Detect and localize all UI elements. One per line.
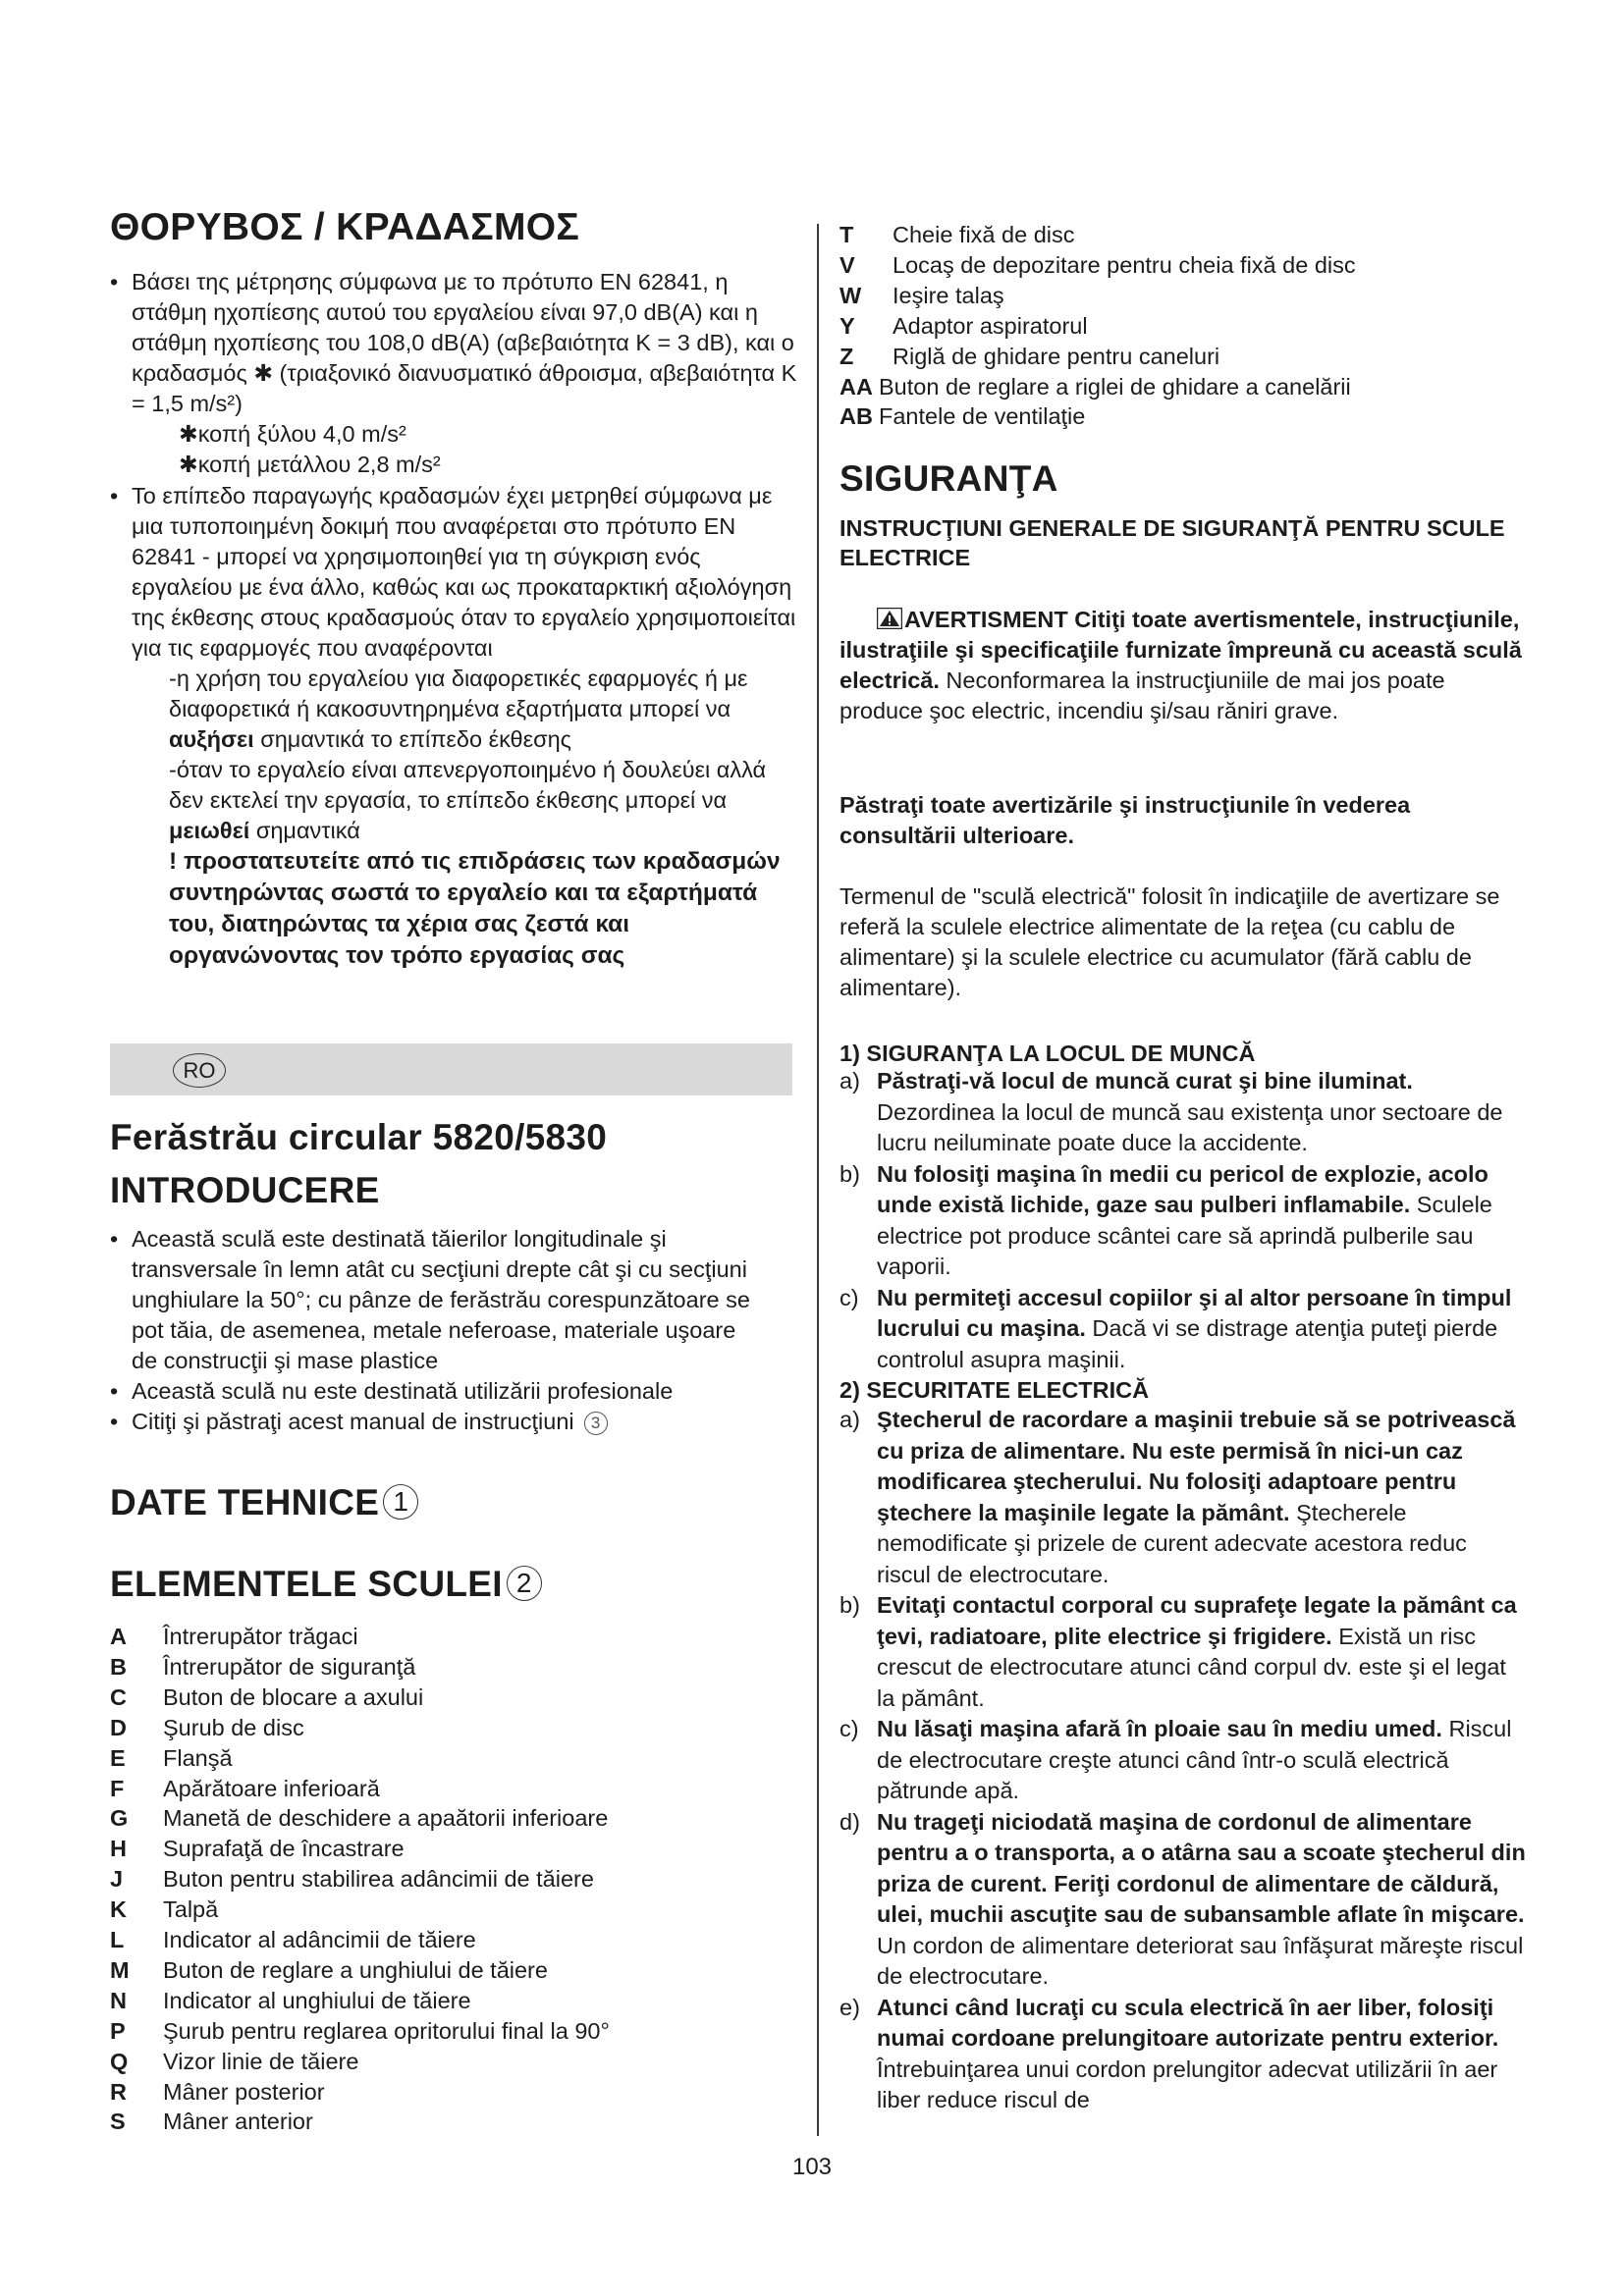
element-label: Locaş de depozitare pentru cheia fixă de disc <box>893 251 1356 278</box>
element-label: Manetă de deschidere a apaătorii inferioare <box>163 1805 609 1832</box>
element-item <box>110 1803 608 1834</box>
element-label: Flanşă <box>163 1744 233 1771</box>
element-key: E <box>110 1744 126 1771</box>
element-item <box>839 311 1088 342</box>
s2-item-a: a) Ştecherul de racordare a maşinii trebuie să se potrivească cu priza de alimentare. Nu este permisă în nici-un caz modificarea ştecherului. Nu folosiţi adaptoare pentru ştechere la maşinile legate la pământ. Ştecherele nemodificate şi prizele de curent adecvate acestora reduc riscul de electrocutare. <box>839 1407 1516 1587</box>
column-divider <box>817 224 819 2136</box>
vibration-wood: ✱κοπή ξύλου 4,0 m/s² <box>179 421 406 447</box>
element-key: A <box>110 1624 127 1649</box>
s1-item-c: c) Nu permiteţi accesul copiilor şi al altor persoane în timpul lucrului cu maşina. Dacă vi se distrage atenţia puteţi pierde controlul asupra maşinii. <box>839 1284 1512 1372</box>
element-key: S <box>110 2109 126 2135</box>
section-2-title: 2) SECURITATE ELECTRICĂ <box>839 1377 1150 1403</box>
page-number: 103 <box>791 2154 833 2180</box>
element-key: AA <box>839 373 873 400</box>
greek-dash-2: -όταν το εργαλείο είναι απενεργοποιημένο ή δουλεύει αλλά δεν εκτελεί την εργασία, το επίπεδο έκθεσης μπορεί να μειωθεί σημαντικά <box>169 757 767 843</box>
language-bar <box>110 1043 792 1095</box>
element-key: T <box>839 222 854 247</box>
greek-dash-1: -η χρήση του εργαλείου για διαφορετικές εφαρμογές ή με διαφορετικά ή κακοσυντηρημένα εξαρτήματα μπορεί να αυξήσει σημαντικά το επίπεδο έκθεσης <box>169 666 748 752</box>
element-label: Şurub de disc <box>163 1714 304 1740</box>
element-item <box>110 1986 471 2016</box>
element-label: Talpă <box>163 1896 219 1923</box>
element-item <box>110 1955 548 1986</box>
element-label: Suprafaţă de încastrare <box>163 1836 405 1862</box>
element-key: L <box>110 1927 125 1952</box>
element-key: C <box>110 1683 127 1710</box>
element-label: Adaptor aspiratorul <box>893 312 1088 339</box>
element-item <box>110 1925 476 1955</box>
element-key: G <box>110 1805 129 1832</box>
vibration-metal: ✱κοπή μετάλλου 2,8 m/s² <box>179 452 441 477</box>
element-item <box>839 401 1085 432</box>
element-label: Indicator al unghiului de tăiere <box>163 1987 471 2013</box>
element-key: N <box>110 1987 127 2013</box>
element-key: B <box>110 1653 127 1680</box>
section-1-title: 1) SIGURANŢA LA LOCUL DE MUNCĂ <box>839 1041 1256 1066</box>
figure-ref-3: 3 <box>584 1412 608 1435</box>
element-key: AB <box>839 403 873 430</box>
element-label: Mâner anterior <box>163 2109 313 2135</box>
element-item <box>110 1652 415 1682</box>
element-key: Y <box>839 312 855 339</box>
element-item <box>839 250 1356 281</box>
section-1-list <box>839 1066 1527 2116</box>
element-item <box>110 2077 325 2108</box>
element-key: M <box>110 1956 130 1983</box>
s2-item-d: d) Nu trageţi niciodată maşina de cordonul de alimentare pentru a o transporta, a o atârna sau a scoate ştecherul din priza de curent. Feriţi cordonul de alimentare de căldură, ulei, muchii ascuţite sau de subansamble aflate în mişcare. Un cordon de alimentare deteriorat sau înfăşurat măreşte riscul de electrocutare. <box>839 1808 1526 1989</box>
element-key: D <box>110 1714 127 1740</box>
element-item <box>110 1834 405 1864</box>
element-item <box>110 1713 304 1743</box>
power-tool-term: Termenul de "sculă electrică" folosit în indicaţiile de avertizare se referă la sculele electrice alimentate de la reţea (cu cablu de alimentare) şi la sculele electrice cu acumulator (fără cablu de alimentare). <box>839 883 1500 1000</box>
element-item <box>839 372 1351 402</box>
element-label: Buton pentru stabilirea adâncimii de tăiere <box>163 1866 594 1893</box>
warning-icon <box>877 608 902 629</box>
greek-bullet-2: • Το επίπεδο παραγωγής κραδασμών έχει μετρηθεί σύμφωνα με μια τυποποιημένη δοκιμή που αναφέρεται στο πρότυπο EN 62841 - μπορεί να χρησιμοποιηθεί για τη σύγκριση ενός εργαλείου με ένα άλλο, καθώς και ως προκαταρκτική αξιολόγηση της έκθεσης στους κραδασμούς όταν το εργαλείο χρησιμοποιείται για τις εφαρμογές που αναφέρονται -η χρήση του εργαλείου για διαφορετικές εφαρμογές ή με διαφορετικά ή κακοσυντηρημένα εξαρτήματα μπορεί να αυξήσει σημαντικά το επίπεδο έκθεσης -όταν το εργαλείο είναι απενεργοποιημένο ή δουλεύει αλλά δεν εκτελεί την εργασία, το επίπεδο έκθεσης μπορεί να μειωθεί σημαντικά ! προστατευτείτε από τις επιδράσεις των κραδασμών συντηρώντας σωστά το εργαλείο και τα εξαρτήματά του, διατηρώντας τα χέρια σας ζεστά και οργανώνοντας τον τρόπο εργασίας σας <box>110 481 797 972</box>
element-item <box>110 2016 610 2047</box>
intro-list <box>110 1224 797 1437</box>
element-item <box>110 1895 218 1925</box>
s2-item-b: b) Evitaţi contactul corporal cu suprafeţe legate la pământ ca ţevi, radiatoare, plite electrice şi frigidere. Există un risc crescut de electrocutare atunci când corpul dv. este şi el legat la pământ. <box>839 1592 1517 1711</box>
s1-item-b: b) Nu folosiţi maşina în medii cu pericol de explozie, acolo unde există lichide, gaze sau pulberi inflamabile. Sculele electrice pot produce scântei care să aprindă pulberile sau vaporii. <box>839 1160 1492 1279</box>
element-label: Buton de blocare a axului <box>163 1683 424 1710</box>
element-label: Şurub pentru reglarea opritorului final la 90° <box>163 2017 610 2044</box>
element-item <box>110 1622 358 1652</box>
element-label: Vizor linie de tăiere <box>163 2048 359 2074</box>
element-item <box>839 342 1219 372</box>
element-key: P <box>110 2017 126 2044</box>
element-item <box>839 281 1004 311</box>
tech-data-title: DATE TEHNICE 1 <box>110 1482 418 1523</box>
element-label: Întrerupător trăgaci <box>163 1624 358 1649</box>
element-key: Z <box>839 343 854 369</box>
intro-title: INTRODUCERE <box>110 1170 380 1210</box>
element-item <box>839 220 1075 250</box>
element-label: Întrerupător de siguranţă <box>163 1653 416 1680</box>
figure-ref-2: 2 <box>507 1566 542 1601</box>
element-key: F <box>110 1775 125 1801</box>
element-key: Q <box>110 2048 129 2074</box>
element-key: W <box>839 282 862 308</box>
element-label: Cheie fixă de disc <box>893 222 1075 247</box>
figure-ref-1: 1 <box>383 1484 418 1520</box>
element-label: Buton de reglare a unghiului de tăiere <box>163 1956 548 1983</box>
element-key: J <box>110 1866 124 1893</box>
safety-subtitle: INSTRUCŢIUNI GENERALE DE SIGURANŢĂ PENTRU SCULE ELECTRICE <box>839 515 1505 570</box>
product-title: Ferăstrău circular 5820/5830 <box>110 1117 608 1157</box>
greek-bullet-1: • Βάσει της μέτρησης σύμφωνα με το πρότυπο EN 62841, η στάθμη ηχοπίεσης αυτού του εργαλείου είναι 97,0 dB(A) και η στάθμη ηχοπίεσης του 108,0 dB(A) (αβεβαιότητα K = 3 dB), και ο κραδασμός ✱ (τριαξονικό διανυσματικό άθροισμα, αβεβαιότητα K = 1,5 m/s²) ✱κοπή ξύλου 4,0 m/s² ✱κοπή μετάλλου 2,8 m/s² <box>110 267 797 480</box>
language-badge: RO <box>173 1053 226 1088</box>
keep-instructions: Păstraţi toate avertizările şi instrucţiunile în vederea consultării ulterioare. <box>839 792 1411 848</box>
intro-bullet-1: • Această sculă este destinată tăierilor longitudinale şi transversale în lemn atât cu secţiuni drepte cât şi cu secţiuni unghiulare la 50°; cu pânze de ferăstrău corespunzătoare se pot tăia, de asemenea, metale neferoase, materiale uşoare de construcţii şi mase plastice <box>110 1226 750 1373</box>
element-label: Indicator al adâncimii de tăiere <box>163 1927 476 1952</box>
element-key: V <box>839 251 855 278</box>
safety-title: SIGURANŢA <box>839 458 1058 499</box>
element-label: Ieşire talaş <box>893 282 1004 308</box>
greek-warning: ! προστατευτείτε από τις επιδράσεις των κραδασμών συντηρώντας σωστά το εργαλείο και τα εξαρτήματά του, διατηρώντας τα χέρια σας ζεστά και οργανώνοντας τον τρόπο εργασίας σας <box>169 848 781 969</box>
greek-noise-title: ΘΟΡΥΒΟΣ / ΚΡΑΔΑΣΜΟΣ <box>110 206 580 248</box>
element-label: Riglă de ghidare pentru caneluri <box>893 343 1220 369</box>
elements-title: ELEMENTELE SCULEI 2 <box>110 1564 542 1605</box>
element-item <box>110 1743 233 1774</box>
element-label: Buton de reglare a riglei de ghidare a canelării <box>879 373 1351 400</box>
element-item <box>110 1864 594 1895</box>
element-label: Mâner posterior <box>163 2078 325 2105</box>
element-key: R <box>110 2078 127 2105</box>
element-label: Apărătoare inferioară <box>163 1775 380 1801</box>
intro-bullet-2: • Această sculă nu este destinată utilizării profesionale <box>110 1378 674 1404</box>
warning-paragraph: AVERTISMENT Citiţi toate avertismentele, instrucţiunile, ilustraţiile şi specificaţiile furnizate împreună cu această sculă electrică. Neconformarea la instrucţiuniile de mai jos poate produce şoc electric, incendiu şi/sau răniri grave. <box>839 607 1522 723</box>
element-item <box>110 2047 358 2077</box>
s2-item-c: c) Nu lăsaţi maşina afară în ploaie sau în mediu umed. Riscul de electrocutare creşte atunci când într-o sculă electrică pătrunde apă. <box>839 1716 1512 1803</box>
element-key: H <box>110 1836 127 1862</box>
element-item <box>110 2107 313 2137</box>
s2-item-e: e) Atunci când lucraţi cu scula electrică în aer liber, folosiţi numai cordoane prelungitoare autorizate pentru exterior. Întrebuinţarea unui cordon prelungitor adecvat utilizării în aer liber reduce riscul de <box>839 1994 1499 2112</box>
s1-item-a: a) Păstraţi-vă locul de muncă curat şi bine iluminat. Dezordinea la locul de muncă sau existenţa unor sectoare de lucru neiluminate poate duce la accidente. <box>839 1068 1503 1155</box>
element-label: Fantele de ventilaţie <box>879 403 1086 430</box>
element-key: K <box>110 1896 127 1923</box>
element-item <box>110 1682 423 1713</box>
intro-bullet-3: • Citiţi şi păstraţi acest manual de instrucţiuni 3 <box>110 1407 797 1437</box>
element-item <box>110 1774 380 1804</box>
